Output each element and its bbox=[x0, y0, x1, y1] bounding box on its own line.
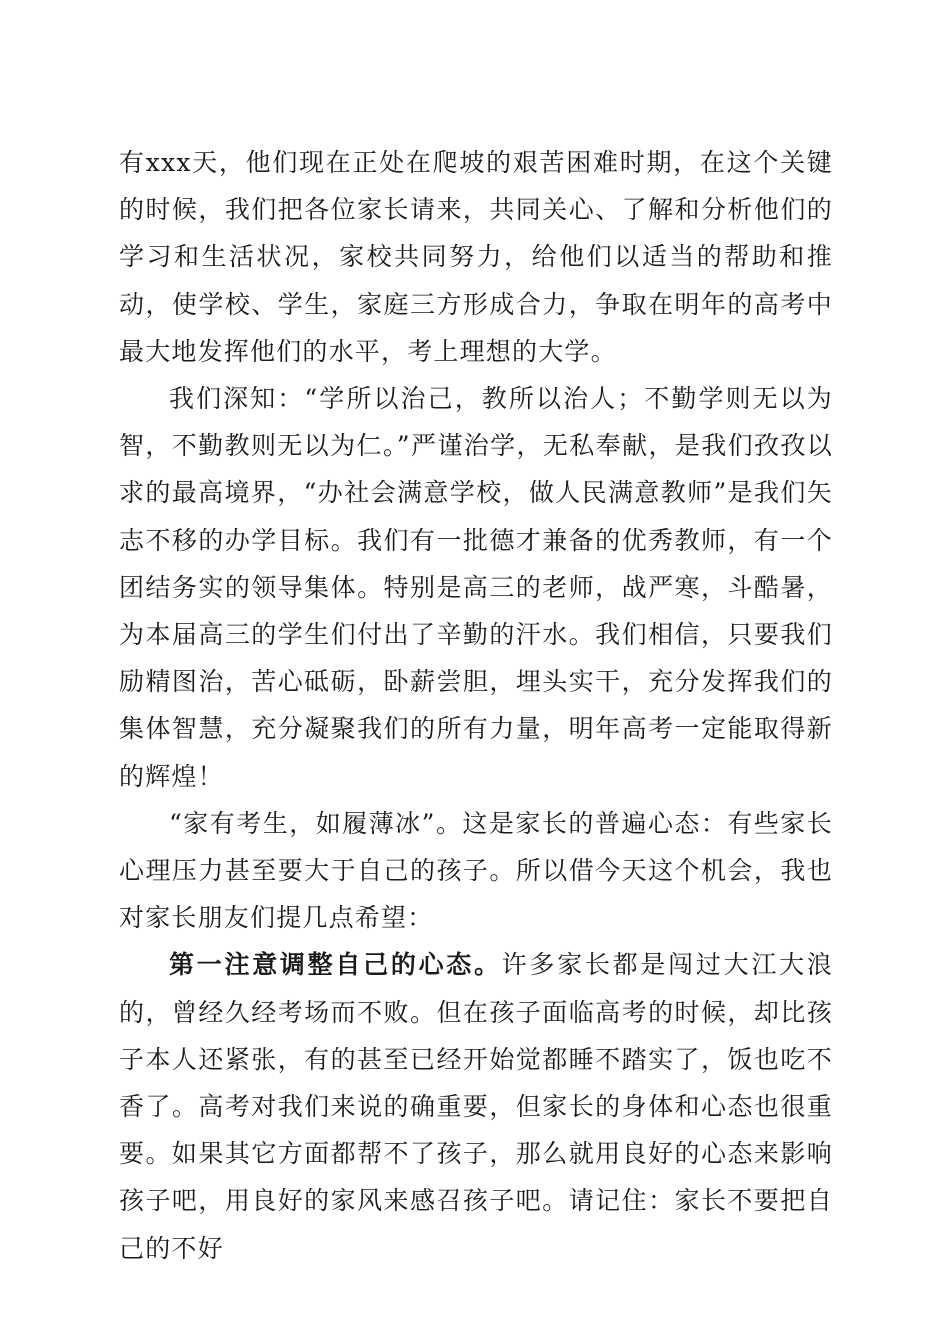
paragraph-teaching-philosophy bbox=[119, 375, 833, 800]
paragraph-heading: 第一注意调整自己的心态。 bbox=[169, 950, 502, 980]
paragraph-first-hope bbox=[119, 941, 833, 1271]
paragraph-parents-mindset bbox=[119, 800, 833, 942]
paragraph-text: 有xxx天，他们现在正处在爬坡的艰苦困难时期，在这个关键的时候，我们把各位家长请来，共同关心、了解和分析他们的学习和生活状况，家校共同努力，给他们以适当的帮助和推动，使学校、学生，家庭三方形成合力，争取在明年的高考中最大地发挥他们的水平，考上理想的大学。 bbox=[119, 148, 833, 366]
paragraph-text: 许多家长都是闯过大江大浪的，曾经久经考场而不败。但在孩子面临高考的时候，却比孩子本人还紧张，有的甚至已经开始觉都睡不踏实了，饭也吃不香了。高考对我们来说的确重要，但家长的身体和心态也很重要。如果其它方面都帮不了孩子，那么就用良好的心态来影响孩子吧，用良好的家风来感召孩子吧。请记住：家长不要把自己的不好 bbox=[119, 950, 833, 1263]
paragraph-text: 我们深知：“学所以治己，教所以治人；不勤学则无以为智，不勤教则无以为仁。”严谨治学，无私奉献，是我们孜孜以求的最高境界，“办社会满意学校，做人民满意教师”是我们矢志不移的办学目标。我们有一批德才兼备的优秀教师，有一个团结务实的领导集体。特别是高三的老师，战严寒，斗酷暑，为本届高三的学生们付出了辛勤的汗水。我们相信，只要我们励精图治，苦心砥砺，卧薪尝胆，埋头实干，充分发挥我们的集体智慧，充分凝聚我们的所有力量，明年高考一定能取得新的辉煌！ bbox=[119, 384, 833, 791]
paragraph-text: “家有考生，如履薄冰”。这是家长的普遍心态：有些家长心理压力甚至要大于自己的孩子。所以借今天这个机会，我也对家长朋友们提几点希望： bbox=[119, 808, 833, 933]
paragraph-continuation bbox=[119, 139, 833, 375]
body-text bbox=[119, 139, 833, 1272]
